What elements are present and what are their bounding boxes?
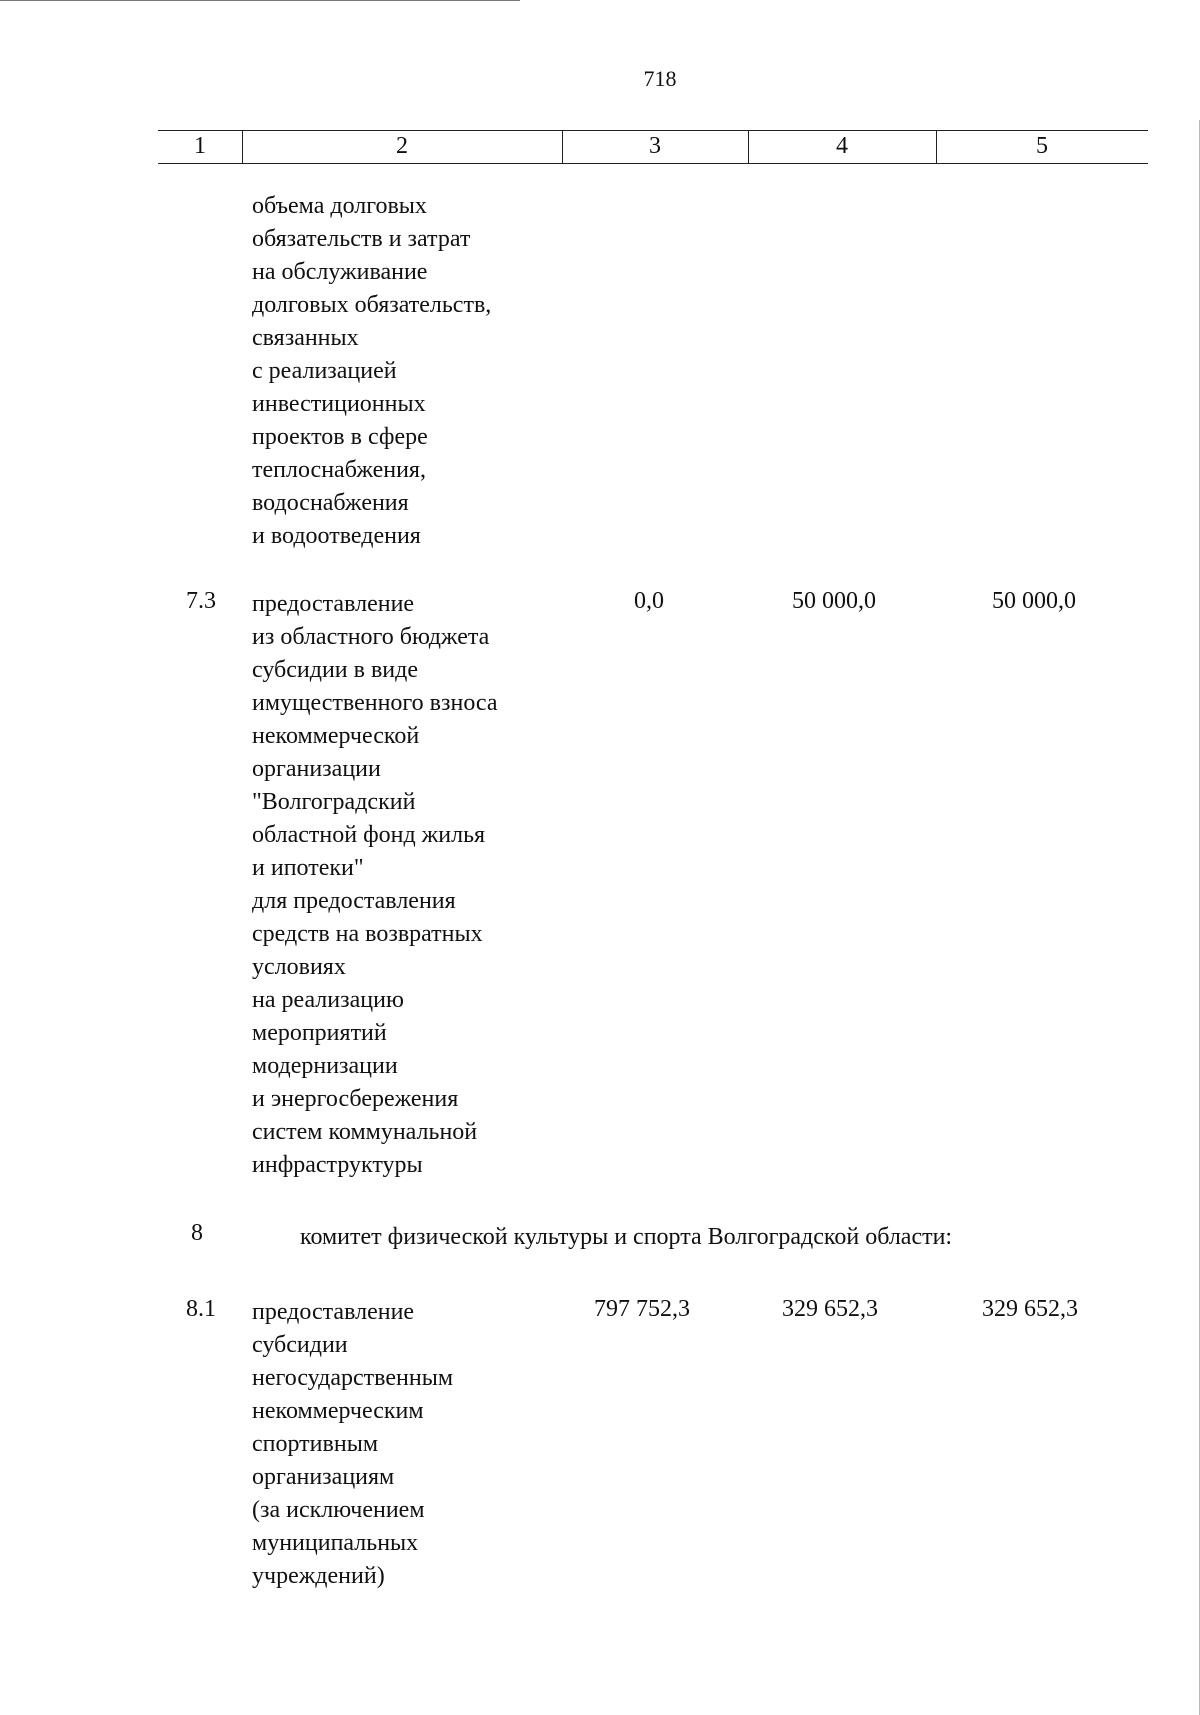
desc-line: объема долговых (252, 193, 427, 219)
desc-line: спортивным (252, 1431, 378, 1457)
desc-line: проектов в сфере (252, 424, 428, 450)
desc-line: муниципальных (252, 1530, 419, 1556)
desc-line: некоммерческой (252, 723, 420, 749)
value-col-4: 50 000,0 (792, 588, 876, 614)
desc-line: субсидии (252, 1332, 348, 1358)
table-header-rule-bottom (158, 163, 1148, 164)
desc-line: на обслуживание (252, 259, 428, 285)
value-col-3: 797 752,3 (594, 1296, 690, 1322)
desc-line: систем коммунальной (252, 1119, 478, 1145)
desc-line: мероприятий (252, 1020, 387, 1046)
desc-line: учреждений) (252, 1563, 385, 1589)
scan-edge-line (0, 0, 520, 1)
row-number: 8.1 (186, 1296, 216, 1322)
desc-line: негосударственным (252, 1365, 454, 1391)
desc-line: связанных (252, 325, 359, 351)
desc-line: средств на возвратных (252, 921, 483, 947)
desc-line: водоснабжения (252, 490, 409, 516)
continuation-description (252, 190, 552, 553)
desc-line: имущественного взноса (252, 690, 498, 716)
desc-line: для предоставления (252, 888, 456, 914)
desc-line: (за исключением (252, 1497, 425, 1523)
desc-line: и энергосбережения (252, 1086, 459, 1112)
desc-line: теплоснабжения, (252, 457, 426, 483)
desc-line: организации (252, 756, 381, 782)
desc-line: модернизации (252, 1053, 398, 1079)
value-col-5: 329 652,3 (982, 1296, 1078, 1322)
desc-line: некоммерческим (252, 1398, 424, 1424)
value-col-4: 329 652,3 (782, 1296, 878, 1322)
desc-line: областной фонд жилья (252, 822, 486, 848)
header-col-4: 4 (748, 130, 937, 163)
desc-line: инфраструктуры (252, 1152, 423, 1178)
desc-line: долговых обязательств, (252, 292, 492, 318)
desc-line: организациям (252, 1464, 395, 1490)
header-col-3: 3 (562, 130, 749, 163)
row-number: 7.3 (186, 588, 216, 614)
desc-line: предоставление (252, 1299, 415, 1325)
desc-line: из областного бюджета (252, 624, 490, 650)
desc-line: инвестиционных (252, 391, 426, 417)
desc-line: условиях (252, 954, 346, 980)
section-title: комитет физической культуры и спорта Волгоградской области: (300, 1224, 953, 1250)
desc-line: "Волгоградский (252, 789, 416, 815)
desc-line: и водоотведения (252, 523, 421, 549)
desc-line: субсидии в виде (252, 657, 418, 683)
desc-line: предоставление (252, 591, 415, 617)
value-col-3: 0,0 (634, 588, 664, 614)
desc-line: с реализацией (252, 358, 397, 384)
value-col-5: 50 000,0 (992, 588, 1076, 614)
row-description (252, 1296, 552, 1593)
desc-line: обязательств и затрат (252, 226, 471, 252)
header-col-1: 1 (158, 130, 243, 163)
row-description (252, 588, 552, 1182)
header-col-5: 5 (1036, 133, 1048, 159)
page-number: 718 (643, 66, 677, 91)
header-col-2: 2 (242, 130, 563, 163)
section-number: 8 (191, 1220, 203, 1246)
desc-line: на реализацию (252, 987, 404, 1013)
desc-line: и ипотеки" (252, 855, 364, 881)
